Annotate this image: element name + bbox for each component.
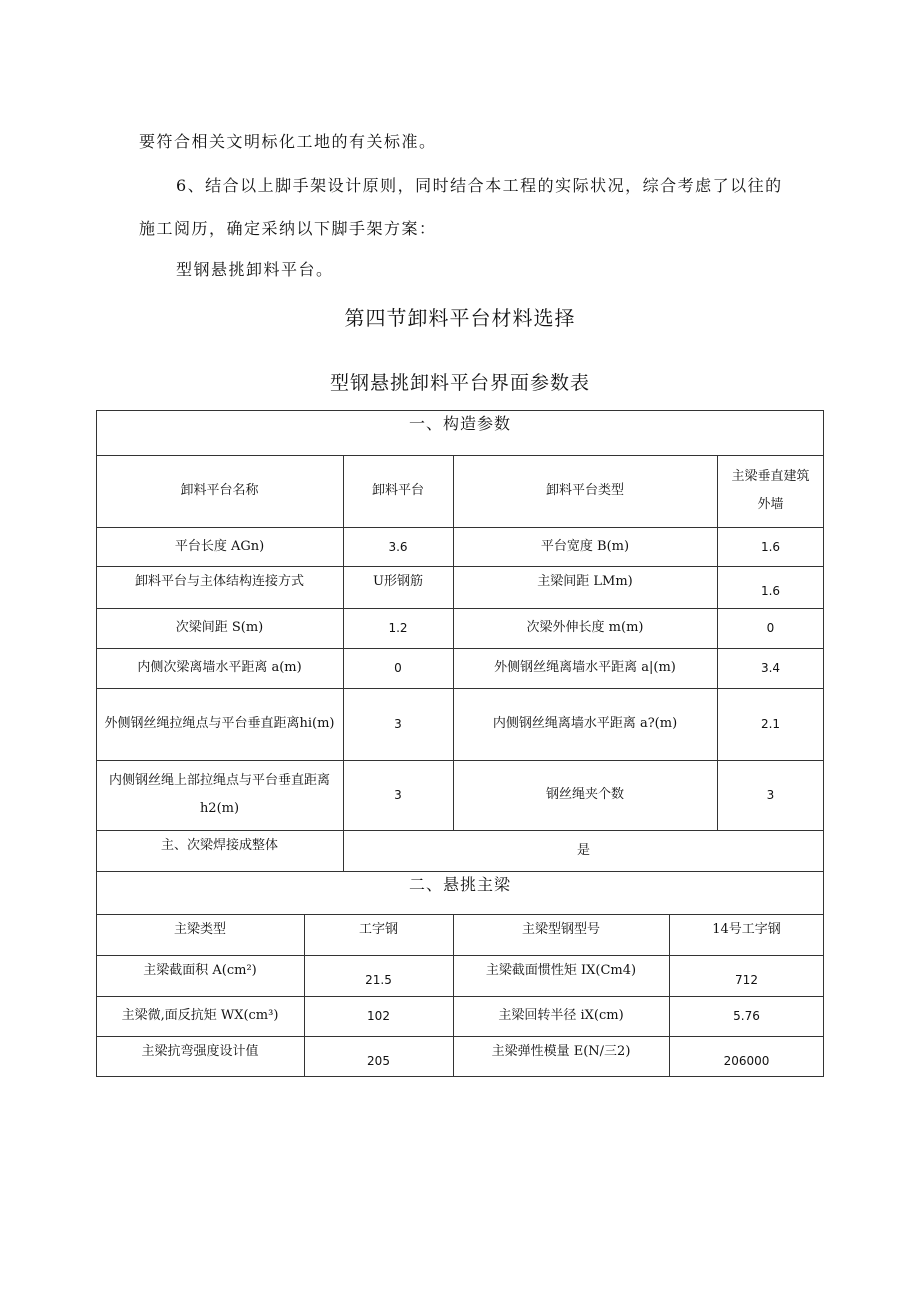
table-cell: 内侧次梁离墙水平距离 a(m) [137, 660, 302, 675]
section-header-main-beam: 二、悬挑主梁 [408, 875, 511, 894]
table-cell: 1.6 [760, 539, 781, 554]
table-cell: 是 [576, 842, 590, 858]
paragraph-line-1: 要符合相关文明标化工地的有关标准。 [139, 132, 437, 151]
table-cell: U形钢筋 [373, 574, 423, 589]
table-cell: 钢丝绳夹个数 [545, 787, 624, 802]
table-cell: 3 [394, 717, 402, 731]
section-title: 第四节卸料平台材料选择 [344, 306, 576, 330]
section-header-construction: 一、构造参数 [408, 414, 511, 433]
table-cell: 3.4 [760, 661, 781, 675]
table-cell: 外侧钢丝绳拉绳点与平台垂直距离hi(m) [104, 716, 335, 731]
paragraph-line-3: 施工阅历，确定采纳以下脚手架方案： [139, 219, 437, 238]
table-title: 型钢悬挑卸料平台界面参数表 [329, 372, 590, 394]
table-cell: 次梁外伸长度 m(m) [526, 620, 644, 635]
table-cell: 0 [394, 661, 402, 675]
table-cell: 主梁型钢型号 [521, 922, 600, 937]
table-cell: 内侧钢丝绳上部拉绳点与平台垂直距离 h2(m) [108, 773, 330, 816]
table-cell: 主、次梁焊接成整体 [160, 838, 278, 853]
table-cell: 0 [766, 621, 775, 635]
table-cell: 卸料平台 [371, 483, 424, 498]
table-cell: 3 [394, 788, 402, 802]
table-cell: 3.6 [388, 539, 408, 554]
table-cell: 21.5 [365, 972, 392, 987]
table-cell: 主梁垂直建筑外墙 [731, 469, 810, 512]
table-cell: 卸料平台与主体结构连接方式 [134, 574, 304, 589]
table-cell: 主梁微,面反抗矩 WX(cm³) [121, 1008, 279, 1023]
table-cell: 102 [367, 1009, 390, 1023]
table-cell: 次梁间距 S(m) [175, 620, 264, 635]
table-cell: 3 [766, 788, 775, 802]
table-cell: 工字钢 [358, 922, 398, 937]
table-cell: 1.6 [760, 584, 781, 598]
table-cell: 主梁截面积 A(cm²) [143, 963, 257, 978]
table-cell: 卸料平台类型 [545, 483, 624, 498]
table-cell: 内侧钢丝绳离墙水平距离 a?(m) [492, 716, 678, 731]
table-cell: 205 [367, 1053, 390, 1068]
table-cell: 平台长度 AGn) [174, 538, 265, 554]
table-cell: 外侧钢丝绳离墙水平距离 a|(m) [494, 660, 676, 675]
table-cell: 2.1 [760, 717, 781, 731]
table-cell: 主梁回转半径 iX(cm) [498, 1008, 624, 1023]
table-cell: 主梁类型 [173, 922, 226, 937]
table-cell: 1.2 [388, 621, 408, 635]
table-cell: 主梁截面惯性矩 IX(Cm4) [485, 963, 637, 978]
table-cell: 14号工字钢 [712, 922, 781, 937]
paragraph-line-2: 6、结合以上脚手架设计原则，同时结合本工程的实际状况，综合考虑了以往的 [176, 176, 783, 195]
table-cell: 主梁弹性模量 E(N/三2) [491, 1044, 631, 1059]
table-cell: 平台宽度 B(m) [540, 538, 630, 554]
table-cell: 712 [735, 972, 758, 987]
table-cell: 206000 [723, 1053, 770, 1068]
table-cell: 主梁抗弯强度设计值 [141, 1044, 259, 1059]
table-cell: 卸料平台名称 [180, 483, 259, 498]
paragraph-line-4: 型钢悬挑卸料平台。 [176, 260, 334, 279]
table-cell: 5.76 [733, 1009, 760, 1023]
table-cell: 主梁间距 LMm) [537, 574, 633, 589]
